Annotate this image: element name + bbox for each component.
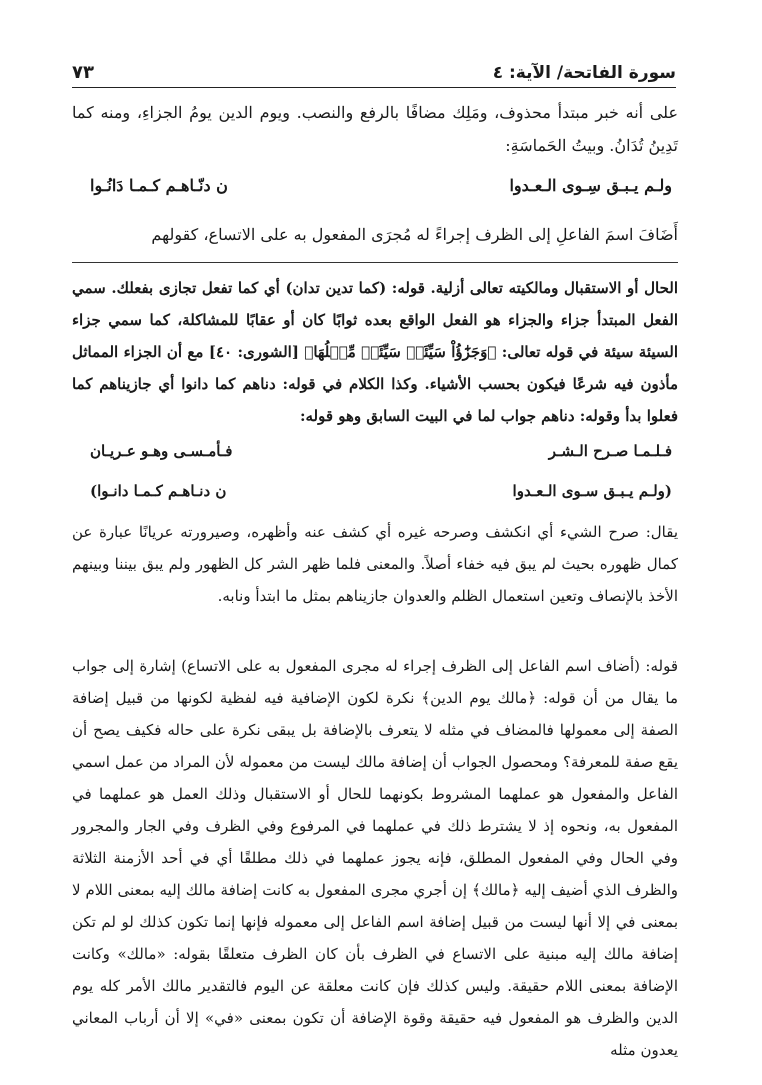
main-text-para1 <box>72 96 678 162</box>
verse-hemistich-right: ولـم يـبـق سِـوى الـعـدوا <box>509 176 672 195</box>
commentary-paragraph: يقال: صرح الشيء أي انكشف وصرحه غيره أي كشف عنه وأظهره، وصيرورته عريانًا عبارة عن كمال ظهوره بحيث لم يبق فيه خفاء أصلاً. والمعنى فلما ظهر الشر كل الظهور ولم يبق بيننا وبينهم الأخذ بالإنصاف وتعين استعمال الظلم والعدوان جازيناهم بمثل ما ابتدأ ونابه. <box>72 523 678 605</box>
verse-hemistich-left: فـأمـسـى وهـو عـريـان <box>90 442 233 460</box>
verse-hemistich-left: ن دنّـاهـم كـمـا دَانُـوا <box>90 176 228 195</box>
main-paragraph: على أنه خبر مبتدأ محذوف، ومَلِك مضافًا بالرفع والنصب. ويوم الدين يومُ الجزاءِ، ومنه كما تَدِينُ تُدَانُ. وبيتُ الحَماسَةِ: <box>72 103 678 155</box>
page-header <box>72 52 676 88</box>
commentary-block-1 <box>72 272 678 432</box>
verse-hemistich-left: ن دنـاهـم كـمـا دانـوا) <box>90 482 227 500</box>
commentary-block-3 <box>72 650 678 1066</box>
verse-line-3 <box>90 482 672 500</box>
commentary-block-2 <box>72 516 678 612</box>
commentary-paragraph: الحال أو الاستقبال ومالكيته تعالى أزلية. قوله: (كما تدين تدان) أي كما تفعل تجازى بفعلك. سمي الفعل المبتدأ جزاء والجزاء هو الفعل الواقع بعده ثوابًا كان أو عقابًا للمشاكلة، كما سمي جزاء السيئة سيئة في قوله تعالى: ﴿وَجَزَٰٓؤُاْ سَيِّئَةٖ سَيِّئَةٞ مِّثۡلُهَا﴾ [الشورى: ٤٠] مع أن الجزاء المماثل مأذون فيه شرعًا فيكون بحسب الأشياء. وكذا الكلام في قوله: دناهم كما دانوا أي جازيناهم كما فعلوا بدأ وقوله: دناهم جواب لما في البيت السابق وهو قوله: <box>72 279 678 425</box>
main-text-para2 <box>72 218 678 251</box>
footnote-divider <box>72 262 678 263</box>
verse-line-1 <box>90 176 672 195</box>
page-number: ٧٣ <box>72 62 94 83</box>
verse-hemistich-right: (ولـم يـبـق سـوى الـعـدوا <box>512 482 672 500</box>
commentary-paragraph: قوله: (أضاف اسم الفاعل إلى الظرف إجراء له مجرى المفعول به على الاتساع) إشارة إلى جواب ما يقال من أن قوله: ﴿مالك يوم الدين﴾ نكرة لكون الإضافية فيه لفظية لكونها من قبيل إضافة الصفة إلى معمولها فالمضاف في مثله لا يتعرف بالإضافة بل يبقى نكرة على حاله فكيف يصح أن يقع صفة للمعرفة؟ ومحصول الجواب أن إضافة مالك ليست من معموله لأن المراد من عمل اسمي الفاعل والمفعول هو عملهما المشروط بكونهما للحال أو الاستقبال وذلك العمل هو عملهما في المفعول به، ونحوه إذ لا يشترط ذلك في عملهما في المرفوع وفي الظرف وفي الجار والمجرور وفي الحال وفي المفعول المطلق، فإنه يجوز عملهما في ذلك مطلقًا أي في أحد الأزمنة الثلاثة والظرف الذي أضيف إليه ﴿مالك﴾ إن أجري مجرى المفعول به كانت إضافة مالك إليه بمعنى اللام لا بمعنى في إلا أنها ليست من قبيل إضافة اسم الفاعل إلى معموله فإنها إنما تكون كذلك لو لم تكن إضافة مالك إليه مبنية على الاتساع في الظرف بأن كان الظرف متعلقًا بقوله: «مالك» وكانت الإضافة بمعنى اللام حقيقة. وليس كذلك فإن كانت معلقة عن اليوم فالتقدير مالك الأمر كله يوم الدين والظرف هو المفعول فيه حقيقة وقوة الإضافة أن تكون بمعنى «في» إلا أن أرباب المعاني يعدون مثله <box>72 657 678 1059</box>
verse-line-2 <box>90 442 672 460</box>
verse-hemistich-right: فـلـمـا صـرح الـشـر <box>548 442 672 460</box>
main-paragraph: أَضَافَ اسمَ الفاعلِ إلى الظرف إجراءً له مُجرَى المفعول به على الاتساع، كقولهم <box>151 225 678 244</box>
surah-title: سورة الفاتحة/ الآية: ٤ <box>492 63 676 83</box>
